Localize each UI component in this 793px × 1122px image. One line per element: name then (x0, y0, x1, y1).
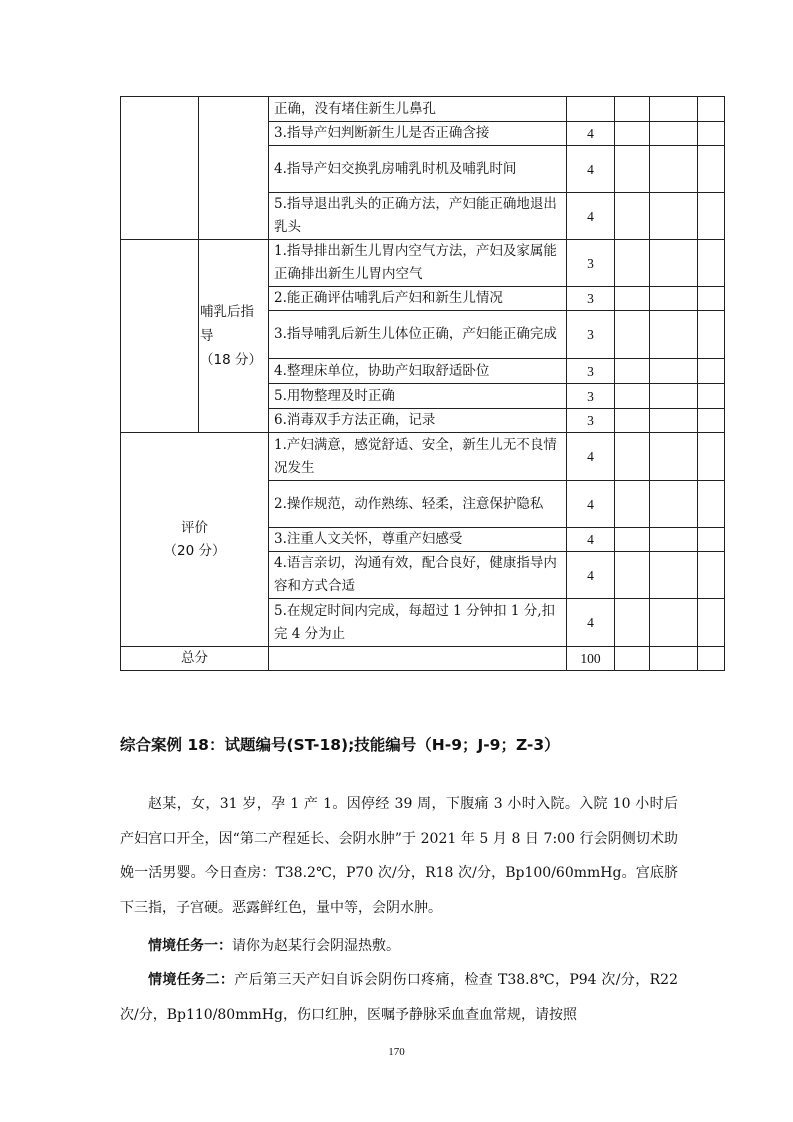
total-label: 总分 (121, 647, 269, 671)
blank-cell (650, 552, 698, 599)
blank-cell (615, 433, 650, 481)
item-text: 正确，没有堵住新生儿鼻孔 (269, 97, 567, 122)
item-score: 4 (567, 433, 615, 481)
blank-cell (615, 481, 650, 528)
blank-cell (698, 359, 725, 384)
total-score: 100 (567, 647, 615, 671)
category-cell-feeding-cont (121, 240, 199, 433)
subcategory-after-feeding (199, 240, 269, 433)
blank-cell (269, 647, 567, 671)
blank-cell (615, 122, 650, 146)
blank-cell (698, 240, 725, 287)
item-score (567, 97, 615, 122)
item-score: 4 (567, 528, 615, 552)
blank-cell (650, 433, 698, 481)
blank-cell (615, 552, 650, 599)
table-row (121, 240, 725, 287)
item-score: 3 (567, 409, 615, 433)
item-score: 4 (567, 193, 615, 240)
blank-cell (615, 146, 650, 193)
task-two-label: 情境任务二： (148, 972, 235, 988)
item-text: 4.整理床单位，协助产妇取舒适卧位 (269, 359, 567, 384)
blank-cell (650, 193, 698, 240)
blank-cell (650, 97, 698, 122)
task-one (120, 929, 678, 964)
task-two-text: 产后第三天产妇自诉会阴伤口疼痛，检查 T38.8℃，P94 次/分，R22 次/分，Bp110/80mmHg，伤口红肿，医嘱予静脉采血查血常规，请按照 (120, 972, 678, 1023)
blank-cell (698, 311, 725, 359)
blank-cell (615, 647, 650, 671)
blank-cell (650, 311, 698, 359)
blank-cell (698, 599, 725, 647)
blank-cell (698, 433, 725, 481)
blank-cell (615, 240, 650, 287)
item-score: 4 (567, 122, 615, 146)
blank-cell (615, 384, 650, 409)
item-score: 4 (567, 146, 615, 193)
task-two (120, 963, 678, 1032)
item-score: 3 (567, 240, 615, 287)
blank-cell (650, 528, 698, 552)
item-text: 1.产妇满意，感觉舒适、安全，新生儿无不良情况发生 (269, 433, 567, 481)
subcategory-title: 哺乳后指导 (200, 304, 254, 344)
category-title: 评价 (181, 519, 208, 536)
item-text: 5.指导退出乳头的正确方法，产妇能正确地退出乳头 (269, 193, 567, 240)
category-cell-feeding (121, 97, 199, 240)
blank-cell (650, 599, 698, 647)
item-score: 4 (567, 599, 615, 647)
blank-cell (615, 409, 650, 433)
blank-cell (650, 409, 698, 433)
table-row (121, 97, 725, 122)
task-one-label: 情境任务一： (148, 938, 232, 954)
blank-cell (615, 193, 650, 240)
item-text: 4.语言亲切，沟通有效，配合良好，健康指导内容和方式合适 (269, 552, 567, 599)
item-text: 3.指导哺乳后新生儿体位正确，产妇能正确完成 (269, 311, 567, 359)
blank-cell (698, 528, 725, 552)
blank-cell (650, 359, 698, 384)
blank-cell (650, 146, 698, 193)
blank-cell (650, 287, 698, 311)
case-title: 综合案例 18：试题编号(ST-18);技能编号（H-9；J-9；Z-3） (120, 736, 560, 754)
item-text: 2.操作规范，动作熟练、轻柔，注意保护隐私 (269, 481, 567, 528)
item-score: 3 (567, 384, 615, 409)
item-text: 4.指导产妇交换乳房哺乳时机及哺乳时间 (269, 146, 567, 193)
item-score: 4 (567, 552, 615, 599)
blank-cell (615, 287, 650, 311)
item-score: 3 (567, 311, 615, 359)
item-text: 2.能正确评估哺乳后产妇和新生儿情况 (269, 287, 567, 311)
item-text: 5.用物整理及时正确 (269, 384, 567, 409)
item-score: 3 (567, 287, 615, 311)
item-score: 4 (567, 481, 615, 528)
item-text: 5.在规定时间内完成，每超过 1 分钟扣 1 分,扣完 4 分为止 (269, 599, 567, 647)
item-text: 3.注重人文关怀，尊重产妇感受 (269, 528, 567, 552)
item-text: 3.指导产妇判断新生儿是否正确含接 (269, 122, 567, 146)
blank-cell (650, 240, 698, 287)
table-row (121, 433, 725, 481)
subcategory-points: （18 分） (200, 352, 262, 368)
scoring-table (120, 96, 725, 671)
blank-cell (698, 384, 725, 409)
blank-cell (650, 384, 698, 409)
blank-cell (615, 599, 650, 647)
blank-cell (698, 481, 725, 528)
task-one-text: 请你为赵某行会阴湿热敷。 (232, 938, 400, 954)
item-text: 1.指导排出新生儿胃内空气方法，产妇及家属能正确排出新生儿胃内空气 (269, 240, 567, 287)
blank-cell (650, 122, 698, 146)
category-points: （20 分） (163, 542, 226, 559)
page-number: 170 (388, 1046, 405, 1058)
blank-cell (698, 97, 725, 122)
blank-cell (698, 122, 725, 146)
blank-cell (698, 193, 725, 240)
blank-cell (698, 287, 725, 311)
blank-cell (698, 409, 725, 433)
blank-cell (615, 97, 650, 122)
blank-cell (698, 552, 725, 599)
blank-cell (615, 359, 650, 384)
category-evaluation (121, 433, 269, 647)
table-row-total (121, 647, 725, 671)
item-score: 3 (567, 359, 615, 384)
case-description: 赵某，女，31 岁，孕 1 产 1。因停经 39 周，下腹痛 3 小时入院。入院 10 小时后产妇宫口开全，因“第二产程延长、会阴水肿”于 2021 年 5 月 8 日 7:00 行会阴侧切术助娩一活男婴。今日查房：T38.2℃，P70 次/分，R18 次/分，Bp100/60mmHg。宫底脐下三指，子宫硬。恶露鲜红色，量中等，会阴水肿。 (120, 796, 678, 916)
blank-cell (650, 481, 698, 528)
item-text: 6.消毒双手方法正确，记录 (269, 409, 567, 433)
blank-cell (698, 647, 725, 671)
blank-cell (698, 146, 725, 193)
blank-cell (650, 647, 698, 671)
blank-cell (615, 528, 650, 552)
blank-cell (615, 311, 650, 359)
subcategory-cell-feeding (199, 97, 269, 240)
